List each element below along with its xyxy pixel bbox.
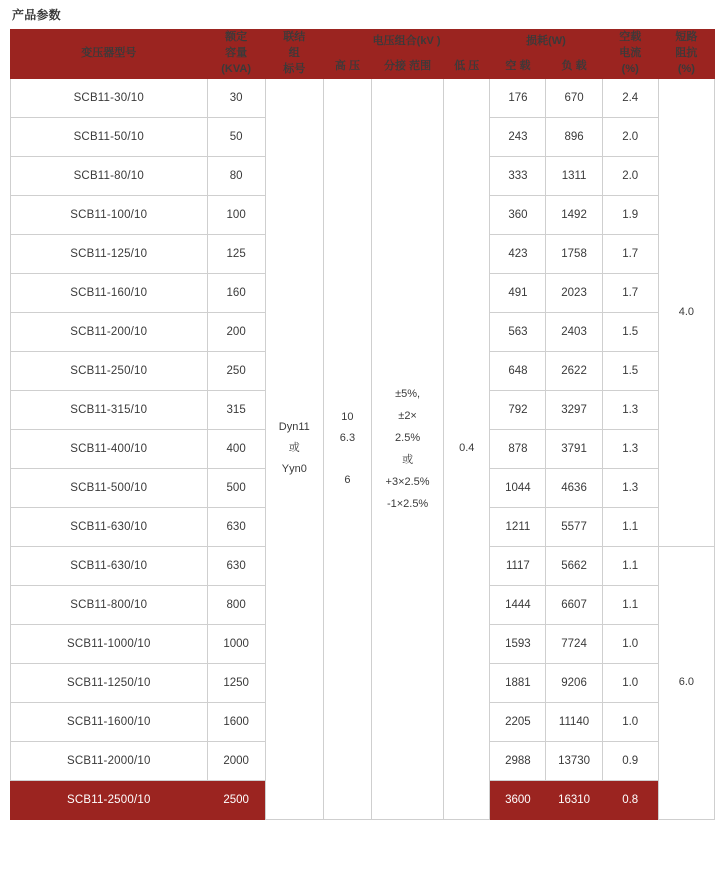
cell-no-load-current: 1.0 bbox=[602, 702, 658, 741]
cell-no-load-current: 2.0 bbox=[602, 117, 658, 156]
cell-no-load-loss: 2988 bbox=[490, 741, 546, 780]
header-no-load-loss bbox=[490, 55, 546, 79]
cell-no-load-loss: 176 bbox=[490, 78, 546, 117]
cell-no-load-current: 1.0 bbox=[602, 624, 658, 663]
cell-no-load-current: 1.1 bbox=[602, 546, 658, 585]
header-low-voltage bbox=[444, 55, 490, 79]
table-header bbox=[11, 30, 715, 79]
cell-capacity: 125 bbox=[207, 234, 265, 273]
cell-model: SCB11-1600/10 bbox=[11, 702, 208, 741]
page-title: 产品参数 bbox=[12, 8, 61, 22]
transformer-parameter-table bbox=[10, 29, 715, 820]
cell-no-load-loss: 243 bbox=[490, 117, 546, 156]
tap-line-1: ±5%, bbox=[395, 387, 421, 400]
header-no-load-current-line-3: (%) bbox=[621, 62, 639, 75]
cell-no-load-loss: 563 bbox=[490, 312, 546, 351]
cell-model: SCB11-160/10 bbox=[11, 273, 208, 312]
cell-capacity: 630 bbox=[207, 507, 265, 546]
header-load-loss bbox=[546, 55, 602, 79]
header-lv-line-1: 低 bbox=[454, 60, 466, 73]
header-load-loss-line-1: 负 bbox=[561, 60, 573, 73]
table-body bbox=[11, 78, 715, 819]
header-capacity-line-2: 容量 bbox=[225, 46, 248, 59]
cell-capacity: 250 bbox=[207, 351, 265, 390]
cell-capacity: 50 bbox=[207, 117, 265, 156]
header-no-load-current-line-1: 空载 bbox=[619, 31, 642, 43]
header-lv-line-2: 压 bbox=[468, 60, 480, 73]
cell-capacity: 400 bbox=[207, 429, 265, 468]
cell-no-load-loss: 1117 bbox=[490, 546, 546, 585]
cell-load-loss: 2622 bbox=[546, 351, 602, 390]
cell-no-load-loss: 1444 bbox=[490, 585, 546, 624]
cell-model: SCB11-800/10 bbox=[11, 585, 208, 624]
header-model: 变压器型号 bbox=[11, 30, 208, 79]
cell-capacity: 2500 bbox=[207, 780, 265, 819]
cell-no-load-current: 0.9 bbox=[602, 741, 658, 780]
cell-no-load-current: 1.7 bbox=[602, 234, 658, 273]
tap-line-4: 或 bbox=[402, 453, 414, 466]
cell-no-load-current: 2.0 bbox=[602, 156, 658, 195]
header-hv-line-2: 压 bbox=[348, 60, 360, 73]
cell-no-load-loss: 491 bbox=[490, 273, 546, 312]
header-group-line-1: 联结 bbox=[283, 31, 306, 43]
cell-load-loss: 5577 bbox=[546, 507, 602, 546]
cell-capacity: 800 bbox=[207, 585, 265, 624]
cell-no-load-loss: 648 bbox=[490, 351, 546, 390]
cell-impedance-group-1: 4.0 bbox=[658, 78, 714, 546]
cell-model: SCB11-315/10 bbox=[11, 390, 208, 429]
cell-no-load-loss: 1211 bbox=[490, 507, 546, 546]
tap-line-2: ±2× bbox=[398, 409, 417, 422]
header-no-load-current-line-2: 电流 bbox=[619, 46, 642, 59]
header-impedance-line-3: (%) bbox=[677, 62, 695, 75]
cell-no-load-loss: 360 bbox=[490, 195, 546, 234]
header-capacity bbox=[207, 30, 265, 79]
cell-load-loss: 16310 bbox=[546, 780, 602, 819]
header-tap-line-2: 范围 bbox=[409, 60, 432, 73]
cell-no-load-current: 1.7 bbox=[602, 273, 658, 312]
cell-model: SCB11-2000/10 bbox=[11, 741, 208, 780]
cell-model: SCB11-630/10 bbox=[11, 546, 208, 585]
cell-capacity: 200 bbox=[207, 312, 265, 351]
header-high-voltage bbox=[323, 55, 371, 79]
cell-low-voltage: 0.4 bbox=[444, 78, 490, 819]
header-loss: 损耗(W) bbox=[490, 30, 602, 55]
cell-model: SCB11-250/10 bbox=[11, 351, 208, 390]
cell-no-load-current: 1.9 bbox=[602, 195, 658, 234]
cell-load-loss: 3297 bbox=[546, 390, 602, 429]
cell-model: SCB11-30/10 bbox=[11, 78, 208, 117]
header-voltage-combination: 电压组合(kV ) bbox=[323, 30, 489, 55]
cell-model: SCB11-500/10 bbox=[11, 468, 208, 507]
cell-no-load-loss: 792 bbox=[490, 390, 546, 429]
cell-no-load-loss: 333 bbox=[490, 156, 546, 195]
table-header-row-1 bbox=[11, 30, 715, 55]
header-impedance-line-2: 阻抗 bbox=[675, 46, 698, 59]
header-tap-range bbox=[371, 55, 443, 79]
cell-model: SCB11-2500/10 bbox=[11, 780, 208, 819]
cell-load-loss: 11140 bbox=[546, 702, 602, 741]
table-row bbox=[11, 78, 715, 117]
cell-capacity: 2000 bbox=[207, 741, 265, 780]
cell-no-load-loss: 3600 bbox=[490, 780, 546, 819]
cell-model: SCB11-80/10 bbox=[11, 156, 208, 195]
hv-line-4: 6 bbox=[344, 473, 351, 486]
hv-line-1: 10 bbox=[341, 411, 354, 424]
header-group-line-2: 组 bbox=[288, 46, 300, 59]
group-line-2: 或 bbox=[288, 442, 300, 455]
cell-no-load-current: 1.3 bbox=[602, 390, 658, 429]
cell-capacity: 80 bbox=[207, 156, 265, 195]
header-no-load-loss-line-1: 空 bbox=[505, 60, 517, 73]
header-impedance bbox=[658, 30, 714, 79]
cell-load-loss: 6607 bbox=[546, 585, 602, 624]
cell-no-load-loss: 1881 bbox=[490, 663, 546, 702]
cell-capacity: 30 bbox=[207, 78, 265, 117]
header-group-line-3: 标号 bbox=[283, 62, 306, 75]
cell-model: SCB11-1000/10 bbox=[11, 624, 208, 663]
cell-no-load-loss: 878 bbox=[490, 429, 546, 468]
header-capacity-line-1: 额定 bbox=[225, 31, 248, 43]
cell-model: SCB11-200/10 bbox=[11, 312, 208, 351]
hv-line-2: 6.3 bbox=[339, 431, 356, 444]
cell-capacity: 500 bbox=[207, 468, 265, 507]
header-tap-line-1: 分接 bbox=[384, 60, 407, 73]
tap-line-3: 2.5% bbox=[395, 431, 421, 444]
cell-no-load-loss: 1593 bbox=[490, 624, 546, 663]
cell-load-loss: 13730 bbox=[546, 741, 602, 780]
cell-no-load-current: 1.1 bbox=[602, 507, 658, 546]
cell-model: SCB11-100/10 bbox=[11, 195, 208, 234]
cell-no-load-loss: 423 bbox=[490, 234, 546, 273]
cell-no-load-current: 1.3 bbox=[602, 429, 658, 468]
cell-load-loss: 670 bbox=[546, 78, 602, 117]
cell-load-loss: 5662 bbox=[546, 546, 602, 585]
cell-load-loss: 1758 bbox=[546, 234, 602, 273]
cell-capacity: 1250 bbox=[207, 663, 265, 702]
header-load-loss-line-2: 载 bbox=[575, 60, 587, 73]
cell-no-load-current: 2.4 bbox=[602, 78, 658, 117]
cell-capacity: 160 bbox=[207, 273, 265, 312]
cell-load-loss: 3791 bbox=[546, 429, 602, 468]
cell-no-load-current: 1.3 bbox=[602, 468, 658, 507]
cell-connection-group bbox=[265, 78, 323, 819]
cell-no-load-current: 0.8 bbox=[602, 780, 658, 819]
header-no-load-current bbox=[602, 30, 658, 79]
cell-model: SCB11-400/10 bbox=[11, 429, 208, 468]
header-no-load-loss-line-2: 载 bbox=[519, 60, 531, 73]
cell-impedance-group-2: 6.0 bbox=[658, 546, 714, 819]
cell-load-loss: 4636 bbox=[546, 468, 602, 507]
cell-capacity: 315 bbox=[207, 390, 265, 429]
cell-model: SCB11-1250/10 bbox=[11, 663, 208, 702]
hv-line-3 bbox=[324, 449, 371, 470]
cell-no-load-current: 1.1 bbox=[602, 585, 658, 624]
cell-load-loss: 1492 bbox=[546, 195, 602, 234]
cell-no-load-current: 1.5 bbox=[602, 351, 658, 390]
group-line-3: Yyn0 bbox=[281, 463, 307, 476]
header-connection-group bbox=[265, 30, 323, 79]
tap-line-6: -1×2.5% bbox=[386, 497, 429, 510]
header-impedance-line-1: 短路 bbox=[675, 31, 698, 43]
cell-load-loss: 9206 bbox=[546, 663, 602, 702]
cell-load-loss: 2023 bbox=[546, 273, 602, 312]
header-capacity-line-3: (KVA) bbox=[221, 62, 251, 75]
cell-load-loss: 896 bbox=[546, 117, 602, 156]
cell-capacity: 1600 bbox=[207, 702, 265, 741]
cell-no-load-current: 1.0 bbox=[602, 663, 658, 702]
cell-model: SCB11-125/10 bbox=[11, 234, 208, 273]
tap-line-5: +3×2.5% bbox=[385, 475, 430, 488]
cell-load-loss: 2403 bbox=[546, 312, 602, 351]
cell-model: SCB11-630/10 bbox=[11, 507, 208, 546]
header-hv-line-1: 高 bbox=[334, 60, 346, 73]
cell-no-load-loss: 1044 bbox=[490, 468, 546, 507]
cell-capacity: 630 bbox=[207, 546, 265, 585]
cell-capacity: 1000 bbox=[207, 624, 265, 663]
cell-high-voltage bbox=[323, 78, 371, 819]
cell-load-loss: 7724 bbox=[546, 624, 602, 663]
cell-load-loss: 1311 bbox=[546, 156, 602, 195]
group-line-1: Dyn11 bbox=[278, 421, 310, 434]
cell-no-load-current: 1.5 bbox=[602, 312, 658, 351]
cell-capacity: 100 bbox=[207, 195, 265, 234]
cell-model: SCB11-50/10 bbox=[11, 117, 208, 156]
cell-tap-range bbox=[371, 78, 443, 819]
cell-no-load-loss: 2205 bbox=[490, 702, 546, 741]
